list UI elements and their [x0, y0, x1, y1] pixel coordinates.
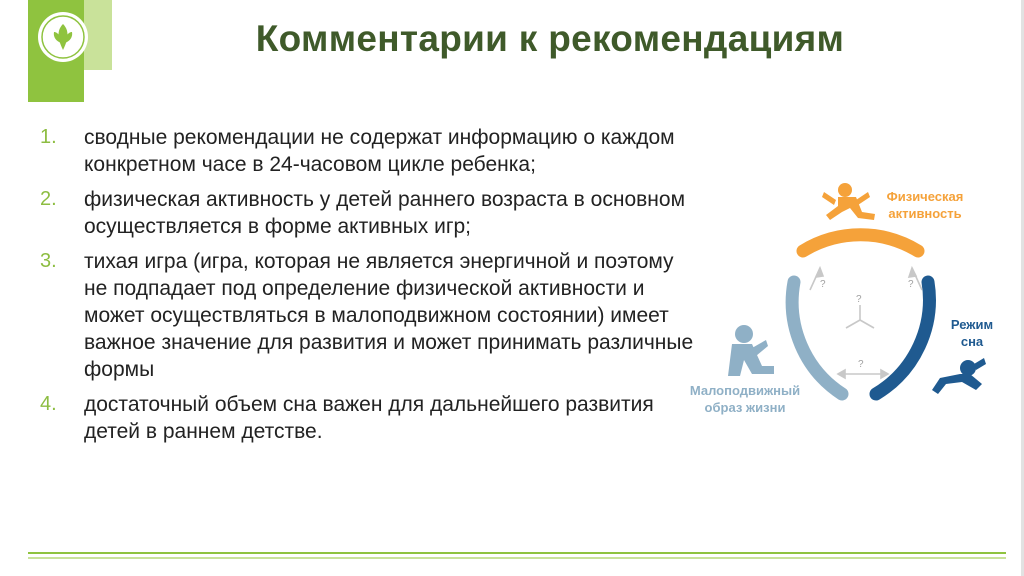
jumping-child-icon: [822, 183, 875, 220]
sleep-label: Режим сна: [950, 317, 994, 349]
list-text: достаточный объем сна важен для дальнейшего развития детей в раннем детстве.: [84, 393, 654, 443]
physical-activity-arc: [803, 235, 918, 251]
footer-line-light: [28, 557, 1006, 559]
sedentary-label: Малоподвижный образ жизни: [689, 383, 801, 415]
cycle-diagram: [670, 170, 1010, 430]
list-number: 2.: [40, 188, 57, 210]
list-number: 1.: [40, 126, 57, 148]
footer-line: [28, 552, 1006, 554]
list-number: 3.: [40, 250, 57, 272]
list-item: [40, 391, 700, 445]
list-text: тихая игра (игра, которая не является энергичной и поэтому не подпадает под определение физической активности и может осуществляться в малоподвижном состоянии) имеет важное значение для развития и может принимать различные формы: [84, 250, 694, 381]
sitting-child-icon: [728, 325, 774, 376]
logo-icon: [36, 10, 90, 64]
recommendation-list: [40, 124, 700, 453]
page-title: Комментарии к рекомендациям: [255, 18, 845, 59]
list-item: [40, 124, 700, 178]
list-item: [40, 248, 700, 383]
question-mark: ?: [858, 359, 864, 370]
list-text: физическая активность у детей раннего возраста в основном осуществляется в форме активных игр;: [84, 188, 686, 238]
question-mark: ?: [908, 279, 914, 290]
list-text: сводные рекомендации не содержат информацию о каждом конкретном часе в 24-часовом цикле ребенка;: [84, 126, 675, 176]
physical-activity-label: Физическая активность: [886, 189, 964, 221]
list-number: 4.: [40, 393, 57, 415]
question-mark: ?: [856, 294, 862, 305]
sleep-arc: [876, 282, 929, 394]
sleeping-baby-icon: [932, 358, 986, 394]
list-item: [40, 186, 700, 240]
sedentary-arc: [792, 282, 842, 394]
question-mark: ?: [820, 279, 826, 290]
